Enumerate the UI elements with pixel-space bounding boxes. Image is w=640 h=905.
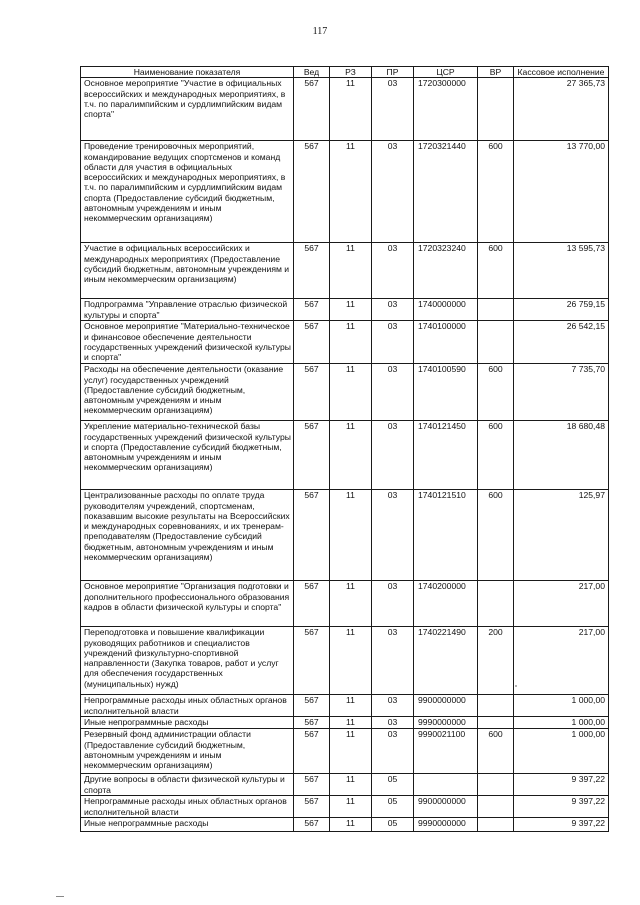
row-amount: 9 397,22 [514, 796, 609, 818]
row-csr: 1740100590 [414, 364, 478, 421]
row-vr [478, 717, 514, 729]
row-amount: 9 397,22 [514, 818, 609, 832]
row-name: Подпрограмма "Управление отраслью физической культуры и спорта" [81, 299, 294, 321]
row-name: Участие в официальных всероссийских и международных мероприятиях (Предоставление субсидий бюджетным, автономным учреждениям и иным некоммерческим организациям) [81, 243, 294, 299]
row-name: Укрепление материально-технической базы государственных учреждений физической культуры и спорта (Предоставление субсидий бюджетным, автономным учреждениям и иным некоммерческим организациям) [81, 421, 294, 490]
row-amount: 13 595,73 [514, 243, 609, 299]
row-pr: 03 [372, 421, 414, 490]
row-vr [478, 774, 514, 796]
row-rz: 11 [330, 717, 372, 729]
row-rz: 11 [330, 299, 372, 321]
table-row [81, 581, 609, 627]
row-name: Переподготовка и повышение квалификации руководящих работников и специалистов учреждений физкультурно-спортивной направленности (Закупка товаров, работ и услуг для обеспечения государственных (муниципальных) нужд) [81, 627, 294, 695]
table-header-row [81, 67, 609, 78]
row-rz: 11 [330, 490, 372, 581]
table-row [81, 729, 609, 774]
row-csr: 1720300000 [414, 78, 478, 141]
row-amount: 7 735,70 [514, 364, 609, 421]
row-vr: 600 [478, 490, 514, 581]
row-pr: 03 [372, 717, 414, 729]
row-pr: 03 [372, 141, 414, 243]
row-vr: 200 [478, 627, 514, 695]
row-vr [478, 818, 514, 832]
row-name: Другие вопросы в области физической культуры и спорта [81, 774, 294, 796]
row-ved: 567 [294, 421, 330, 490]
row-pr: 03 [372, 490, 414, 581]
row-pr: 03 [372, 78, 414, 141]
row-ved: 567 [294, 243, 330, 299]
row-pr: 05 [372, 818, 414, 832]
table-row [81, 717, 609, 729]
row-name: Непрограммные расходы иных областных органов исполнительной власти [81, 796, 294, 818]
row-ved: 567 [294, 695, 330, 717]
row-vr [478, 299, 514, 321]
row-amount: 18 680,48 [514, 421, 609, 490]
row-vr: 600 [478, 729, 514, 774]
table-row [81, 321, 609, 364]
table-row [81, 78, 609, 141]
row-csr: 9990000000 [414, 717, 478, 729]
row-name: Резервный фонд администрации области (Предоставление субсидий бюджетным, автономным учреждениям и иным некоммерческим организациям) [81, 729, 294, 774]
row-pr: 03 [372, 581, 414, 627]
row-pr: 03 [372, 729, 414, 774]
row-vr [478, 581, 514, 627]
row-name: Расходы на обеспечение деятельности (оказание услуг) государственных учреждений (Предоставление субсидий бюджетным, автономным учреждениям и иным некоммерческим организациям) [81, 364, 294, 421]
page-number: 117 [312, 26, 328, 37]
row-rz: 11 [330, 243, 372, 299]
header-indicator-name: Наименование показателя [81, 67, 294, 78]
row-csr: 1720321440 [414, 141, 478, 243]
row-ved: 567 [294, 490, 330, 581]
row-name: Основное мероприятие "Участие в официальных всероссийских и международных мероприятиях, в т.ч. по паралимпийским и сурдлимпийским видам спорта" [81, 78, 294, 141]
row-pr: 05 [372, 796, 414, 818]
budget-execution-table [80, 66, 609, 832]
row-ved: 567 [294, 299, 330, 321]
row-rz: 11 [330, 796, 372, 818]
row-amount: 1 000,00 [514, 729, 609, 774]
row-amount: 1 000,00 [514, 695, 609, 717]
table-row [81, 364, 609, 421]
row-pr: 03 [372, 364, 414, 421]
row-amount: 26 759,15 [514, 299, 609, 321]
table-row [81, 490, 609, 581]
row-amount: 27 365,73 [514, 78, 609, 141]
row-csr: 1740121450 [414, 421, 478, 490]
row-pr: 03 [372, 299, 414, 321]
row-ved: 567 [294, 364, 330, 421]
row-csr: 9990021100 [414, 729, 478, 774]
row-vr: 600 [478, 421, 514, 490]
table-row [81, 774, 609, 796]
row-rz: 11 [330, 818, 372, 832]
row-pr: 05 [372, 774, 414, 796]
row-ved: 567 [294, 717, 330, 729]
row-rz: 11 [330, 141, 372, 243]
row-csr: 1740221490 [414, 627, 478, 695]
row-amount: 9 397,22 [514, 774, 609, 796]
row-vr [478, 78, 514, 141]
row-rz: 11 [330, 627, 372, 695]
table-row [81, 818, 609, 832]
row-csr: 1740121510 [414, 490, 478, 581]
row-vr [478, 321, 514, 364]
row-name: Централизованные расходы по оплате труда руководителям учреждений, спортсменам, показавшим высокие результаты на Всероссийских и международных соревнованиях, и их тренерам-преподавателям (Предоставление субсидий бюджетным, автономным учреждениям и иным некоммерческим организациям) [81, 490, 294, 581]
row-csr: 9900000000 [414, 796, 478, 818]
row-amount: 26 542,15 [514, 321, 609, 364]
table-row [81, 141, 609, 243]
scan-speck [515, 685, 517, 687]
row-vr: 600 [478, 243, 514, 299]
row-name: Проведение тренировочных мероприятий, командирование ведущих спортсменов и команд области для участия в официальных всероссийских и международных мероприятиях, в т.ч. по паралимпийским и сурдлимпийским видам спорта (Предоставление субсидий бюджетным, автономным учреждениям и иным некоммерческим организациям) [81, 141, 294, 243]
row-pr: 03 [372, 627, 414, 695]
row-amount: 217,00 [514, 627, 609, 695]
row-csr: 1740000000 [414, 299, 478, 321]
table-row [81, 243, 609, 299]
row-name: Иные непрограммные расходы [81, 818, 294, 832]
row-ved: 567 [294, 818, 330, 832]
header-rz: РЗ [330, 67, 372, 78]
row-rz: 11 [330, 774, 372, 796]
scan-margin-mark [56, 896, 64, 897]
table-row [81, 796, 609, 818]
table-row [81, 627, 609, 695]
row-pr: 03 [372, 321, 414, 364]
row-amount: 217,00 [514, 581, 609, 627]
row-rz: 11 [330, 695, 372, 717]
table-row [81, 695, 609, 717]
row-csr: 9990000000 [414, 818, 478, 832]
header-pr: ПР [372, 67, 414, 78]
header-ved: Вед [294, 67, 330, 78]
row-ved: 567 [294, 321, 330, 364]
row-vr [478, 796, 514, 818]
row-name: Иные непрограммные расходы [81, 717, 294, 729]
row-rz: 11 [330, 729, 372, 774]
row-vr: 600 [478, 364, 514, 421]
table-row [81, 421, 609, 490]
header-vr: ВР [478, 67, 514, 78]
table-row [81, 299, 609, 321]
row-amount: 125,97 [514, 490, 609, 581]
row-csr: 9900000000 [414, 695, 478, 717]
row-rz: 11 [330, 78, 372, 141]
row-pr: 03 [372, 243, 414, 299]
header-csr: ЦСР [414, 67, 478, 78]
row-ved: 567 [294, 729, 330, 774]
row-amount: 13 770,00 [514, 141, 609, 243]
row-vr [478, 695, 514, 717]
row-rz: 11 [330, 321, 372, 364]
row-name: Основное мероприятие "Организация подготовки и дополнительного профессионального образования кадров в области физической культуры и спорта" [81, 581, 294, 627]
row-csr: 1740200000 [414, 581, 478, 627]
row-ved: 567 [294, 796, 330, 818]
row-name: Непрограммные расходы иных областных органов исполнительной власти [81, 695, 294, 717]
row-amount: 1 000,00 [514, 717, 609, 729]
row-vr: 600 [478, 141, 514, 243]
row-ved: 567 [294, 141, 330, 243]
row-csr: 1720323240 [414, 243, 478, 299]
row-ved: 567 [294, 78, 330, 141]
row-name: Основное мероприятие "Материально-техническое и финансовое обеспечение деятельности государственных учреждений физической культуры и спорта" [81, 321, 294, 364]
row-pr: 03 [372, 695, 414, 717]
row-ved: 567 [294, 627, 330, 695]
row-csr: 1740100000 [414, 321, 478, 364]
row-csr [414, 774, 478, 796]
row-rz: 11 [330, 364, 372, 421]
row-rz: 11 [330, 421, 372, 490]
row-rz: 11 [330, 581, 372, 627]
row-ved: 567 [294, 774, 330, 796]
row-ved: 567 [294, 581, 330, 627]
header-cash-execution: Кассовое исполнение [514, 67, 609, 78]
